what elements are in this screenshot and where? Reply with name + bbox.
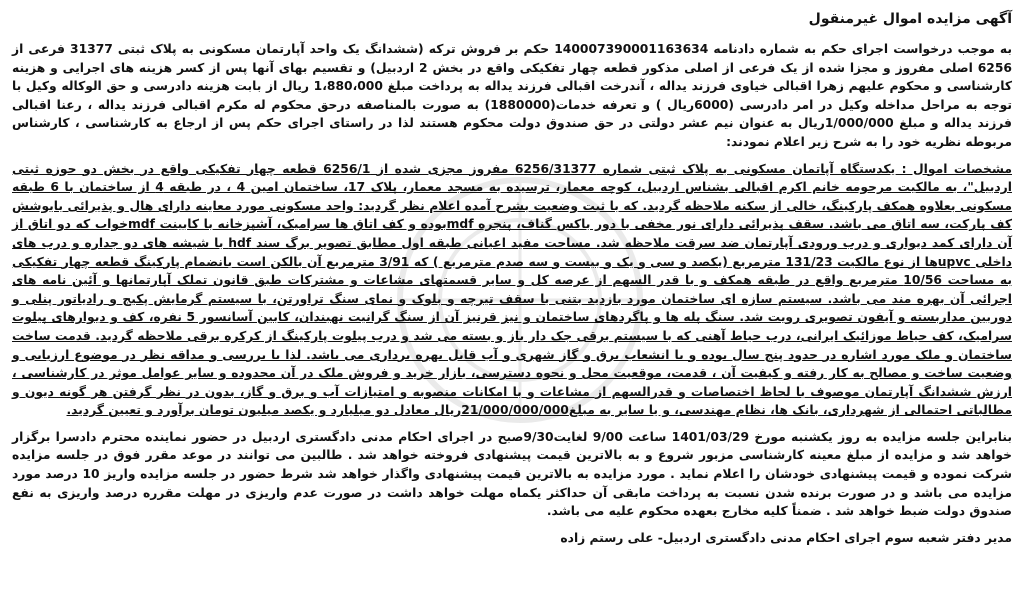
notice-title: آگهی مزایده اموال غیرمنقول [808, 11, 1012, 27]
intro-paragraph: به موجب درخواست اجرای حکم به شماره دادنامه 140007390001163634 حکم بر فروش ترکه (ششدانگ یک واحد آپارتمان مسکونی به پلاک ثبتی 31377 فرعی از 6256 اصلی مفروز و مجزا شده از یک فرعی از اصلی مذکور قطعه چهار تفکیکی واقع در بخش 2 اردبیل) و تقسیم بهای آنها پس از کسر هزینه های اجرایی و هزینه کارشناسی و محکوم علیهم زهرا اقبالی خیاوی فرزند یداله ، آندرخت اقبالی فرزند یداله به پرداخت مبلغ 1،880،000 ریال از بابت هزینه دادرسی و حق الوکاله وکیل با توجه به مراحل مداخله وکیل در امر دادرسی (6000ریال ) و تعرفه خدمات(1880000) به صورت بالمناصفه درحق محکوم له مکرم اقبالی فرزند یداله ، رعنا اقبالی فرزند یداله و مبلغ 1/000/000ریال به عنوان نیم عشر دولتی در حق صندوق دولت محکوم هستند لذا در راستای اجرای حکم پس از ارجاع به کارشناسی ، کارشناس مربوطه نظریه خود را به شرح زیر اعلام نمودند: [12, 42, 1012, 149]
property-specs-paragraph: مشخصات اموال : یکدستگاه آپاتمان مسکونی به پلاک ثبتی شماره 6256/31377 مفروز مجزی شده از 6256/1 قطعه چهار تفکیکی واقع در بخش دو حوزه ثبتی اردبیل"، به مالکیت مرحومه خانم اکرم اقبالی بشناس اردبیل، کوچه معمار، ترسیده به مسجد معمار، پلاک 17، ساختمان امین 4 ، در طبقه 4 از ساختمان با 6 طبقه مسکونی بعلاوه همکف پارکینگ، خالی از سکنه ملاحظه گردید. که با ثبت وضعیت بشرح آمده اعلام نظر گردید: واحد مسکونی مورد معاینه دارای هال و پذیرائی بایوشش کف پارکت، سه اتاق می باشد. سقف پذیرائی دارای نور مخفی با دور باکس گناف، پنجره mdfبوده و کف اتاق ها سرامیک، آشپزخانه با کابینت mdfخواب که دو اتاق از آن دارای کمد دیواری و درب ورودی آپارتمان ضد سرقت ملاحظه شد. مساحت مفید اعیانی طبقه اول مطابق تصویر برگ سند hdf با شیشه های دو جداره و درب های داخلی upvcها از نوع مالکیت 131/23 مترمربع (یکصد و سی و یک و بیست و سه صدم مترمربع ) که 3/91 مترمربع آن بالکن است بانضمام پارکینگ قطعه چهار تفکیکی به مساحت 10/56 مترمربع واقع در طبقه همکف و با قدر السهم از عرصه کل و سایر قسمتهای مشاعات و مشترکات طبق قانون تملک آپارتمانها و آئین نامه های اجرائی آن بهره مند می باشد. سیستم سازه ای ساختمان مورد بازدید بتنی با سقف تیرچه و بلوک و نمای سنگ تراورتن، با سیستم گرمایش پکیج و رادیاتور پنلی و دوربین مداربسته و آیفون تصویری رویت شد. سنگ پله ها و پاگردهای ساختمان و نیز قرنیز آن از سنگ گرانیت نهبندان، کابین آسانسور 5 نفره، کف و دیوارهای پیلوت سرامیک، کف حیاط موزائیک ایرانی، درب حیاط آهنی که با سیستم برقی جک دار باز و بسته می شد و درب پیلوت پارکینگ از کرکره برقی ملاحظه گردید. قدمت ساخت ساختمان و ملک مورد اشاره در حدود پنج سال بوده و با انشعاب برق و گاز شهری و آب قابل بهره برداری می باشد. لذا با بررسی و مداقه نظر در موضوع ارزیابی و وضعیت ساخت و مصالح به کار رفته و کیفیت آن ، قدمت، موقعیت محل و نحوه دسترسی، بازار خرید و فروش ملک در آن محدوده و سایر عوامل موثر در کارشناسی ، ارزش ششدانگ آپارتمان موصوف با لحاظ اختصاصات و قدرالسهم از مشاعات و با امکانات منصوبه و امتیازات آب و برق و گاز، بدون در نظر گرفتن هر گونه دیون و مطالباتی احتمالی از شهرداری، بانک ها، نظام مهندسی، و یا سایر به مبلغ21/000/000/000ریال معادل دو میلیارد و یکصد میلیون تومان برآورد و تعیین گردید. [12, 161, 1013, 418]
auction-details-paragraph: بنابراین جلسه مزایده به روز یکشنبه مورخ 1401/03/29 ساعت 9/00 لغایت9/30صبح در اجرای احکام مدنی دادگستری اردبیل در حضور نماینده محترم دادسرا برگزار خواهد شد و مزایده از مبلغ معینه کارشناسی مزبور شروع و به بالاترین قیمت پیشنهادی فروخته خواهد شد . طالبین می توانند در موعد مقرر فوق در جلسه مزایده شرکت نموده و قیمت پیشنهادی خودشان را اعلام نماید . مورد مزایده به بالاترین قیمت پیشنهادی واگذار خواهد شد شرط حضور در جلسه مزایده واریز 10 درصد مورد مزایده می باشد و در صورت برنده شدن نسبت به پرداخت مابقی آن حداکثر یکماه مهلت خواهد داشت در صورت عدم واریزی در مهلت مقرره درصد واریزی به نفع صندوق دولت ضبط خواهد شد . ضمناً کلیه مخارج بعهده محکوم علیه می باشد. [12, 429, 1013, 519]
signature-line: مدیر دفتر شعبه سوم اجرای احکام مدنی دادگستری اردبیل- علی رستم زاده [560, 530, 1012, 545]
